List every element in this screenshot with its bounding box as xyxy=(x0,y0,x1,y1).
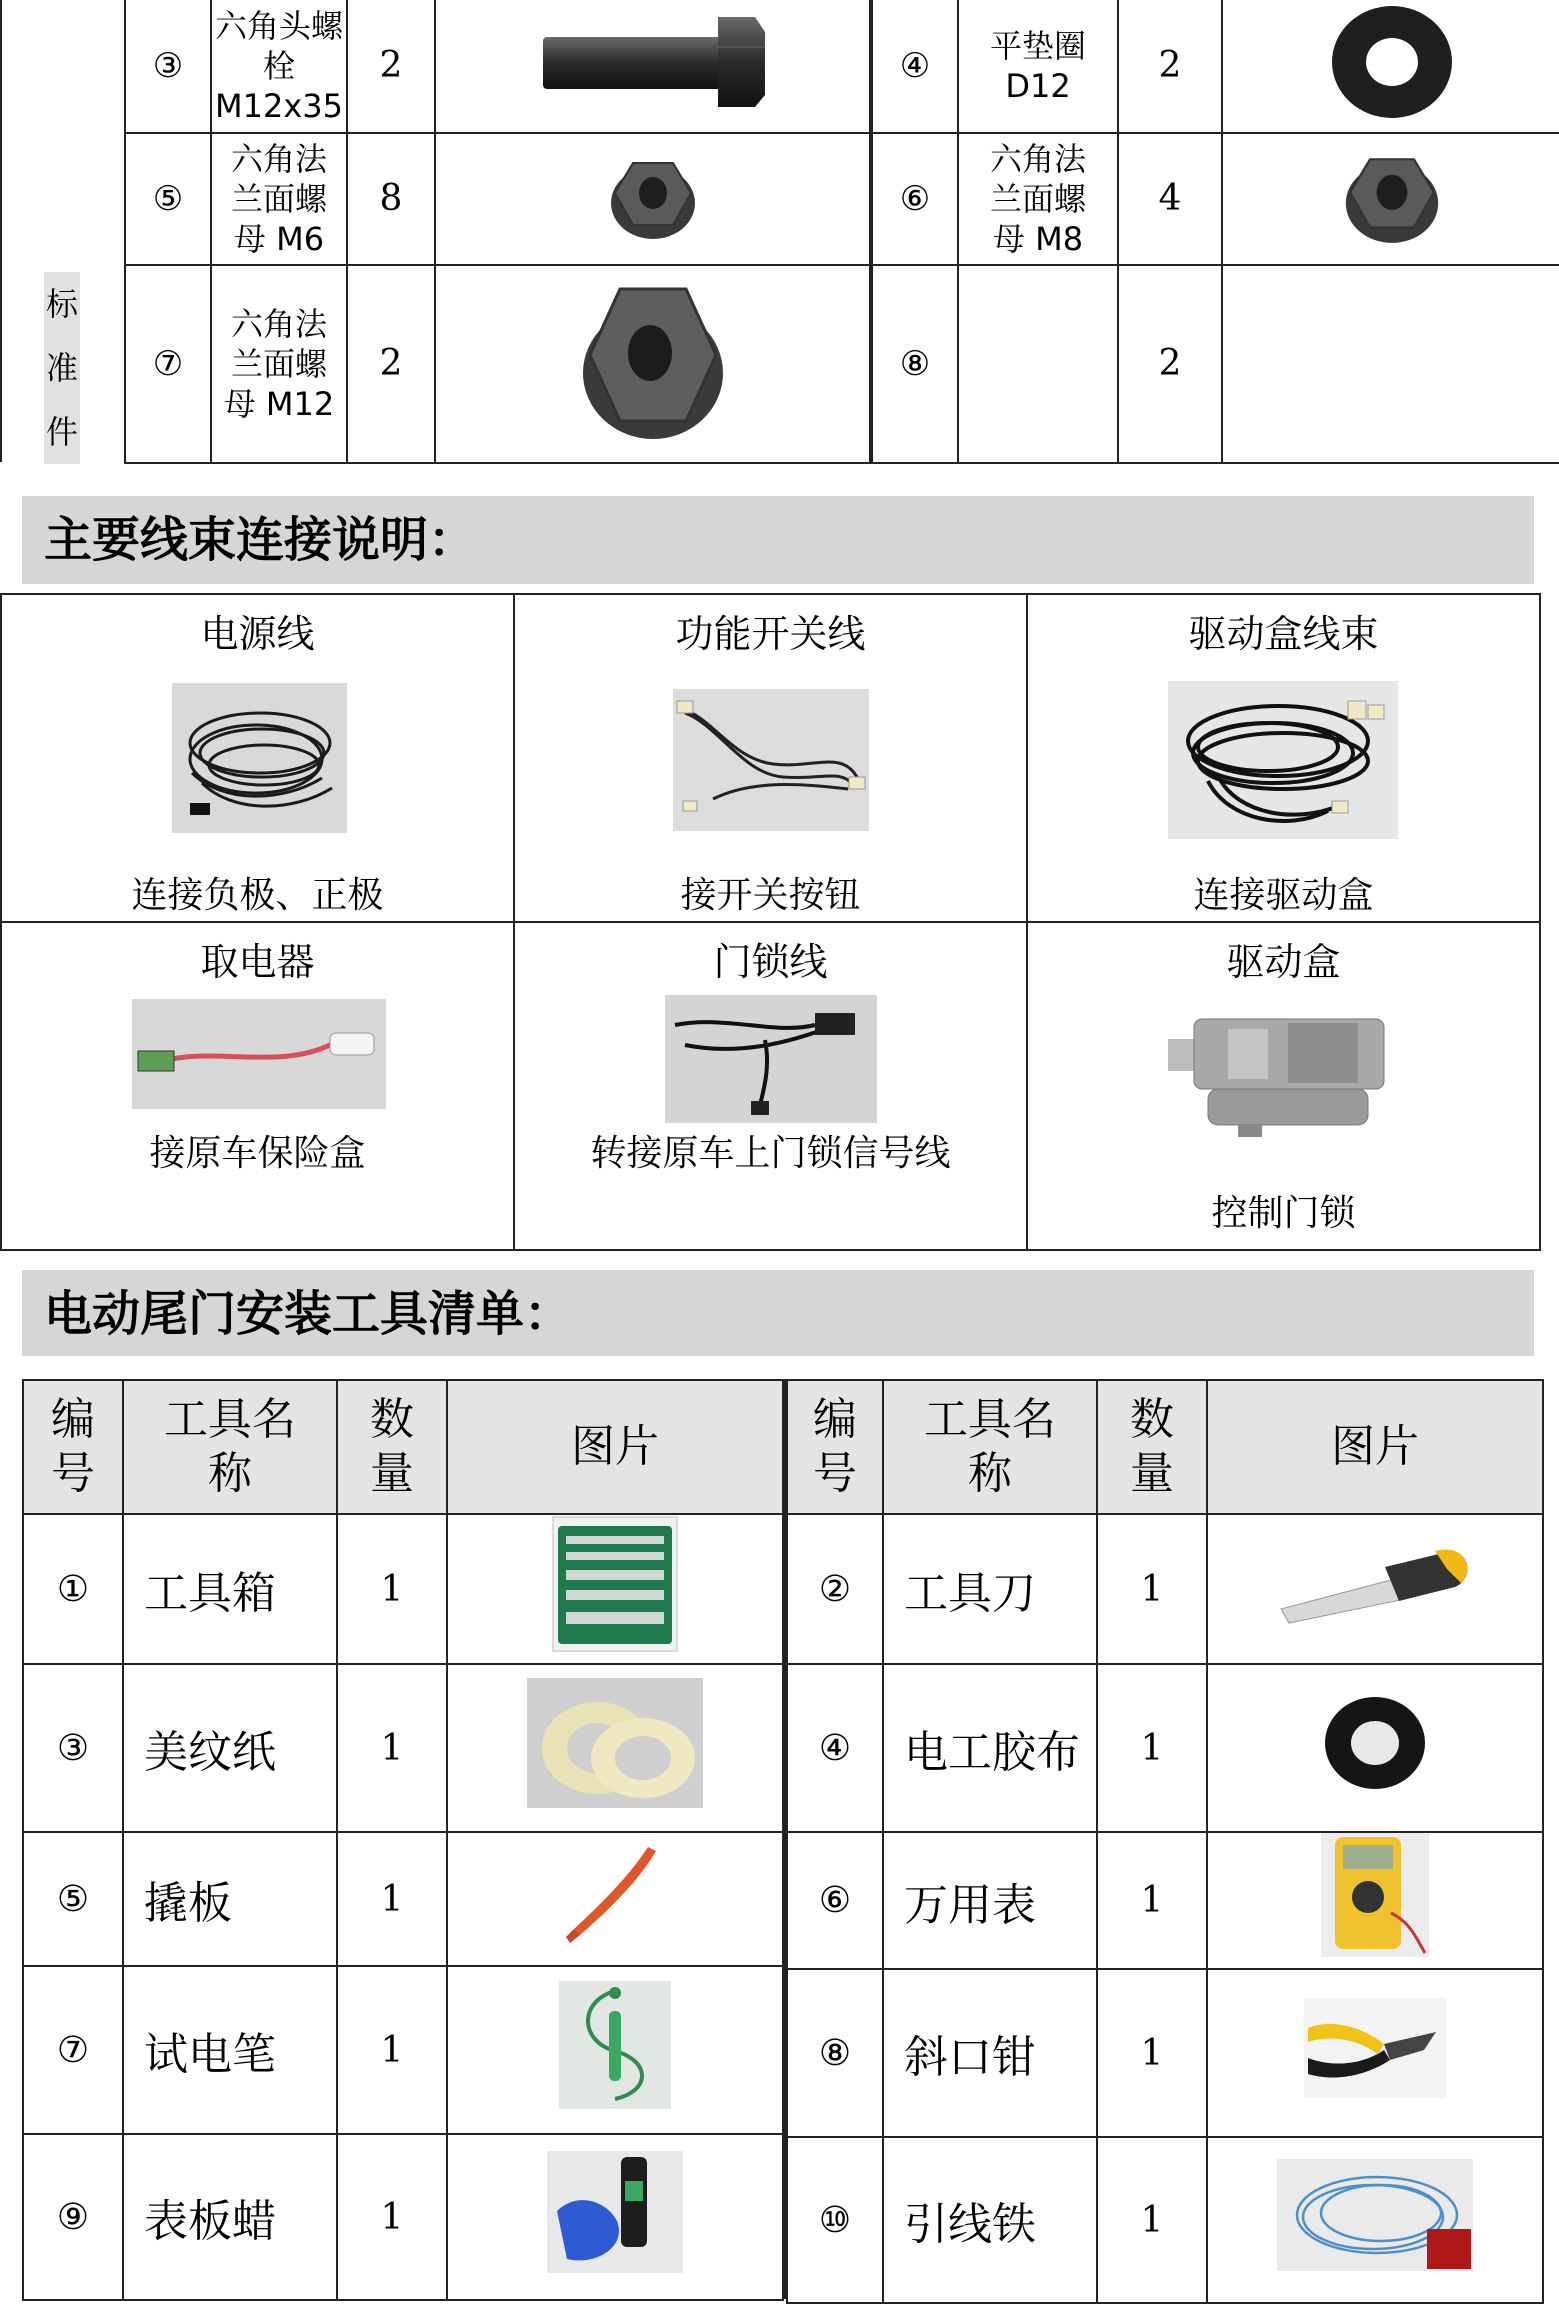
table-row xyxy=(872,265,1559,463)
wire-puller-icon xyxy=(1277,2159,1473,2271)
tool-name: 表板蜡 xyxy=(123,2134,337,2300)
harness-cell xyxy=(514,922,1027,1250)
part-name: 六角法 兰面螺 母 M8 xyxy=(958,133,1118,265)
tool-name: 撬板 xyxy=(123,1832,337,1966)
tools-table-right xyxy=(786,1379,1544,2304)
tool-name: 引线铁 xyxy=(883,2137,1097,2303)
utility-knife-icon xyxy=(1275,1539,1475,1629)
tool-number: ③ xyxy=(23,1664,123,1832)
part-name: 六角头螺 栓 M12x35 xyxy=(211,0,347,133)
power-cable-icon xyxy=(172,683,347,833)
harness-cell xyxy=(1,594,514,922)
tool-qty: 1 xyxy=(1097,2137,1207,2303)
part-image-cell xyxy=(435,133,870,265)
tool-qty: 1 xyxy=(337,1664,447,1832)
tool-number: ⑤ xyxy=(23,1832,123,1966)
header-pic: 图片 xyxy=(1207,1380,1543,1514)
tool-name: 工具刀 xyxy=(883,1514,1097,1664)
tool-image-cell xyxy=(1207,2137,1543,2303)
table-header-row xyxy=(787,1380,1543,1514)
part-number: ⑥ xyxy=(872,133,958,265)
tool-qty: 1 xyxy=(1097,1832,1207,1969)
harness-desc: 接原车保险盒 xyxy=(149,1133,366,1174)
harness-cell xyxy=(1027,922,1540,1250)
parts-table-right xyxy=(871,0,1559,464)
table-row xyxy=(23,1832,783,1966)
tool-number: ⑦ xyxy=(23,1966,123,2134)
harness-title: 驱动盒 xyxy=(1226,940,1341,984)
table-row xyxy=(125,0,870,133)
hex-bolt-icon xyxy=(533,7,773,117)
table-row xyxy=(125,133,870,265)
part-image-cell xyxy=(1222,265,1559,463)
harness-desc: 接开关按钮 xyxy=(680,875,861,916)
harness-title: 驱动盒线束 xyxy=(1188,612,1379,656)
part-number: ③ xyxy=(125,0,211,133)
flat-washer-icon xyxy=(1327,2,1457,122)
header-qty: 数 量 xyxy=(1097,1380,1207,1514)
tool-image-cell xyxy=(447,1832,783,1966)
table-row xyxy=(787,1969,1543,2137)
tool-name: 斜口钳 xyxy=(883,1969,1097,2137)
harness-desc: 连接负极、正极 xyxy=(131,875,384,916)
tool-name: 试电笔 xyxy=(123,1966,337,2134)
tool-image-cell xyxy=(447,2134,783,2300)
drive-box-icon xyxy=(1168,1009,1404,1141)
standard-parts-side-label xyxy=(0,0,122,462)
header-num: 编 号 xyxy=(787,1380,883,1514)
tool-number: ⑨ xyxy=(23,2134,123,2300)
side-label-char: 件 xyxy=(44,400,80,464)
part-name: 六角法 兰面螺 母 M12 xyxy=(211,265,347,463)
tool-number: ⑥ xyxy=(787,1832,883,1969)
tool-number: ⑧ xyxy=(787,1969,883,2137)
harness-section-header: 主要线束连接说明： xyxy=(22,496,1534,584)
harness-title: 门锁线 xyxy=(713,940,828,984)
tool-image-cell xyxy=(447,1664,783,1832)
tool-image-cell xyxy=(447,1514,783,1664)
pry-tool-icon xyxy=(560,1839,670,1949)
part-qty: 4 xyxy=(1118,133,1222,265)
tool-qty: 1 xyxy=(1097,1664,1207,1832)
tool-image-cell xyxy=(447,1966,783,2134)
harness-title: 电源线 xyxy=(200,612,315,656)
harness-desc: 转接原车上门锁信号线 xyxy=(590,1133,951,1174)
part-name xyxy=(958,265,1118,463)
flange-nut-large-icon xyxy=(578,275,728,445)
table-row xyxy=(787,1832,1543,1969)
harness-title: 取电器 xyxy=(200,940,315,984)
electrical-tape-icon xyxy=(1320,1693,1430,1793)
table-row xyxy=(23,1966,783,2134)
table-header-row xyxy=(23,1380,783,1514)
part-qty: 2 xyxy=(347,265,435,463)
part-number: ④ xyxy=(872,0,958,133)
cutting-pliers-icon xyxy=(1304,1998,1446,2098)
door-lock-cable-icon xyxy=(665,995,877,1123)
multimeter-icon xyxy=(1321,1833,1429,1957)
harness-title: 功能开关线 xyxy=(675,612,866,656)
table-row xyxy=(125,265,870,463)
tools-section-header: 电动尾门安装工具清单： xyxy=(22,1270,1534,1356)
part-number: ⑤ xyxy=(125,133,211,265)
masking-tape-icon xyxy=(527,1678,703,1808)
part-qty: 8 xyxy=(347,133,435,265)
table-row xyxy=(787,1514,1543,1664)
tool-number: ① xyxy=(23,1514,123,1664)
tool-number: ② xyxy=(787,1514,883,1664)
part-number: ⑦ xyxy=(125,265,211,463)
flange-nut-icon xyxy=(1337,137,1447,252)
header-name: 工具名 称 xyxy=(883,1380,1097,1514)
harness-cell xyxy=(1027,594,1540,922)
fuse-tap-icon xyxy=(132,999,386,1109)
tool-number: ⑩ xyxy=(787,2137,883,2303)
tool-qty: 1 xyxy=(337,2134,447,2300)
header-num: 编 号 xyxy=(23,1380,123,1514)
part-image-cell xyxy=(435,265,870,463)
tool-name: 电工胶布 xyxy=(883,1664,1097,1832)
tool-name: 工具箱 xyxy=(123,1514,337,1664)
tool-image-cell xyxy=(1207,1514,1543,1664)
tool-image-cell xyxy=(1207,1664,1543,1832)
harness-cell xyxy=(1,922,514,1250)
harness-desc: 控制门锁 xyxy=(1211,1193,1356,1234)
parts-table-left xyxy=(124,0,871,464)
tool-qty: 1 xyxy=(1097,1514,1207,1664)
harness-desc: 连接驱动盒 xyxy=(1193,875,1374,916)
table-row xyxy=(872,133,1559,265)
part-image-cell xyxy=(1222,0,1559,133)
part-image-cell xyxy=(1222,133,1559,265)
tool-name: 美纹纸 xyxy=(123,1664,337,1832)
dashboard-wax-icon xyxy=(547,2151,683,2273)
side-label-char: 标 xyxy=(44,272,80,336)
side-label-char: 准 xyxy=(44,336,80,400)
table-row xyxy=(23,1664,783,1832)
tool-number: ④ xyxy=(787,1664,883,1832)
tool-name: 万用表 xyxy=(883,1832,1097,1969)
toolbox-icon xyxy=(552,1516,678,1652)
part-qty: 2 xyxy=(1118,265,1222,463)
header-qty: 数 量 xyxy=(337,1380,447,1514)
table-row xyxy=(787,2137,1543,2303)
drive-harness-icon xyxy=(1168,681,1398,839)
tools-table-left xyxy=(22,1379,784,2301)
harness-table xyxy=(0,593,1541,1251)
table-row xyxy=(787,1664,1543,1832)
tool-qty: 1 xyxy=(337,1832,447,1966)
switch-cable-icon xyxy=(673,689,869,831)
tool-qty: 1 xyxy=(1097,1969,1207,2137)
table-row xyxy=(23,2134,783,2300)
header-pic: 图片 xyxy=(447,1380,783,1514)
tool-qty: 1 xyxy=(337,1514,447,1664)
table-row xyxy=(1,594,1540,922)
table-row xyxy=(1,922,1540,1250)
tool-image-cell xyxy=(1207,1969,1543,2137)
part-number: ⑧ xyxy=(872,265,958,463)
part-name: 平垫圈 D12 xyxy=(958,0,1118,133)
harness-cell xyxy=(514,594,1027,922)
part-image-cell xyxy=(435,0,870,133)
part-name: 六角法 兰面螺 母 M6 xyxy=(211,133,347,265)
test-pen-icon xyxy=(559,1981,671,2109)
part-qty: 2 xyxy=(1118,0,1222,133)
tool-image-cell xyxy=(1207,1832,1543,1969)
table-row xyxy=(23,1514,783,1664)
header-name: 工具名 称 xyxy=(123,1380,337,1514)
part-qty: 2 xyxy=(347,0,435,133)
tool-qty: 1 xyxy=(337,1966,447,2134)
flange-nut-icon xyxy=(603,145,703,245)
table-row xyxy=(872,0,1559,133)
